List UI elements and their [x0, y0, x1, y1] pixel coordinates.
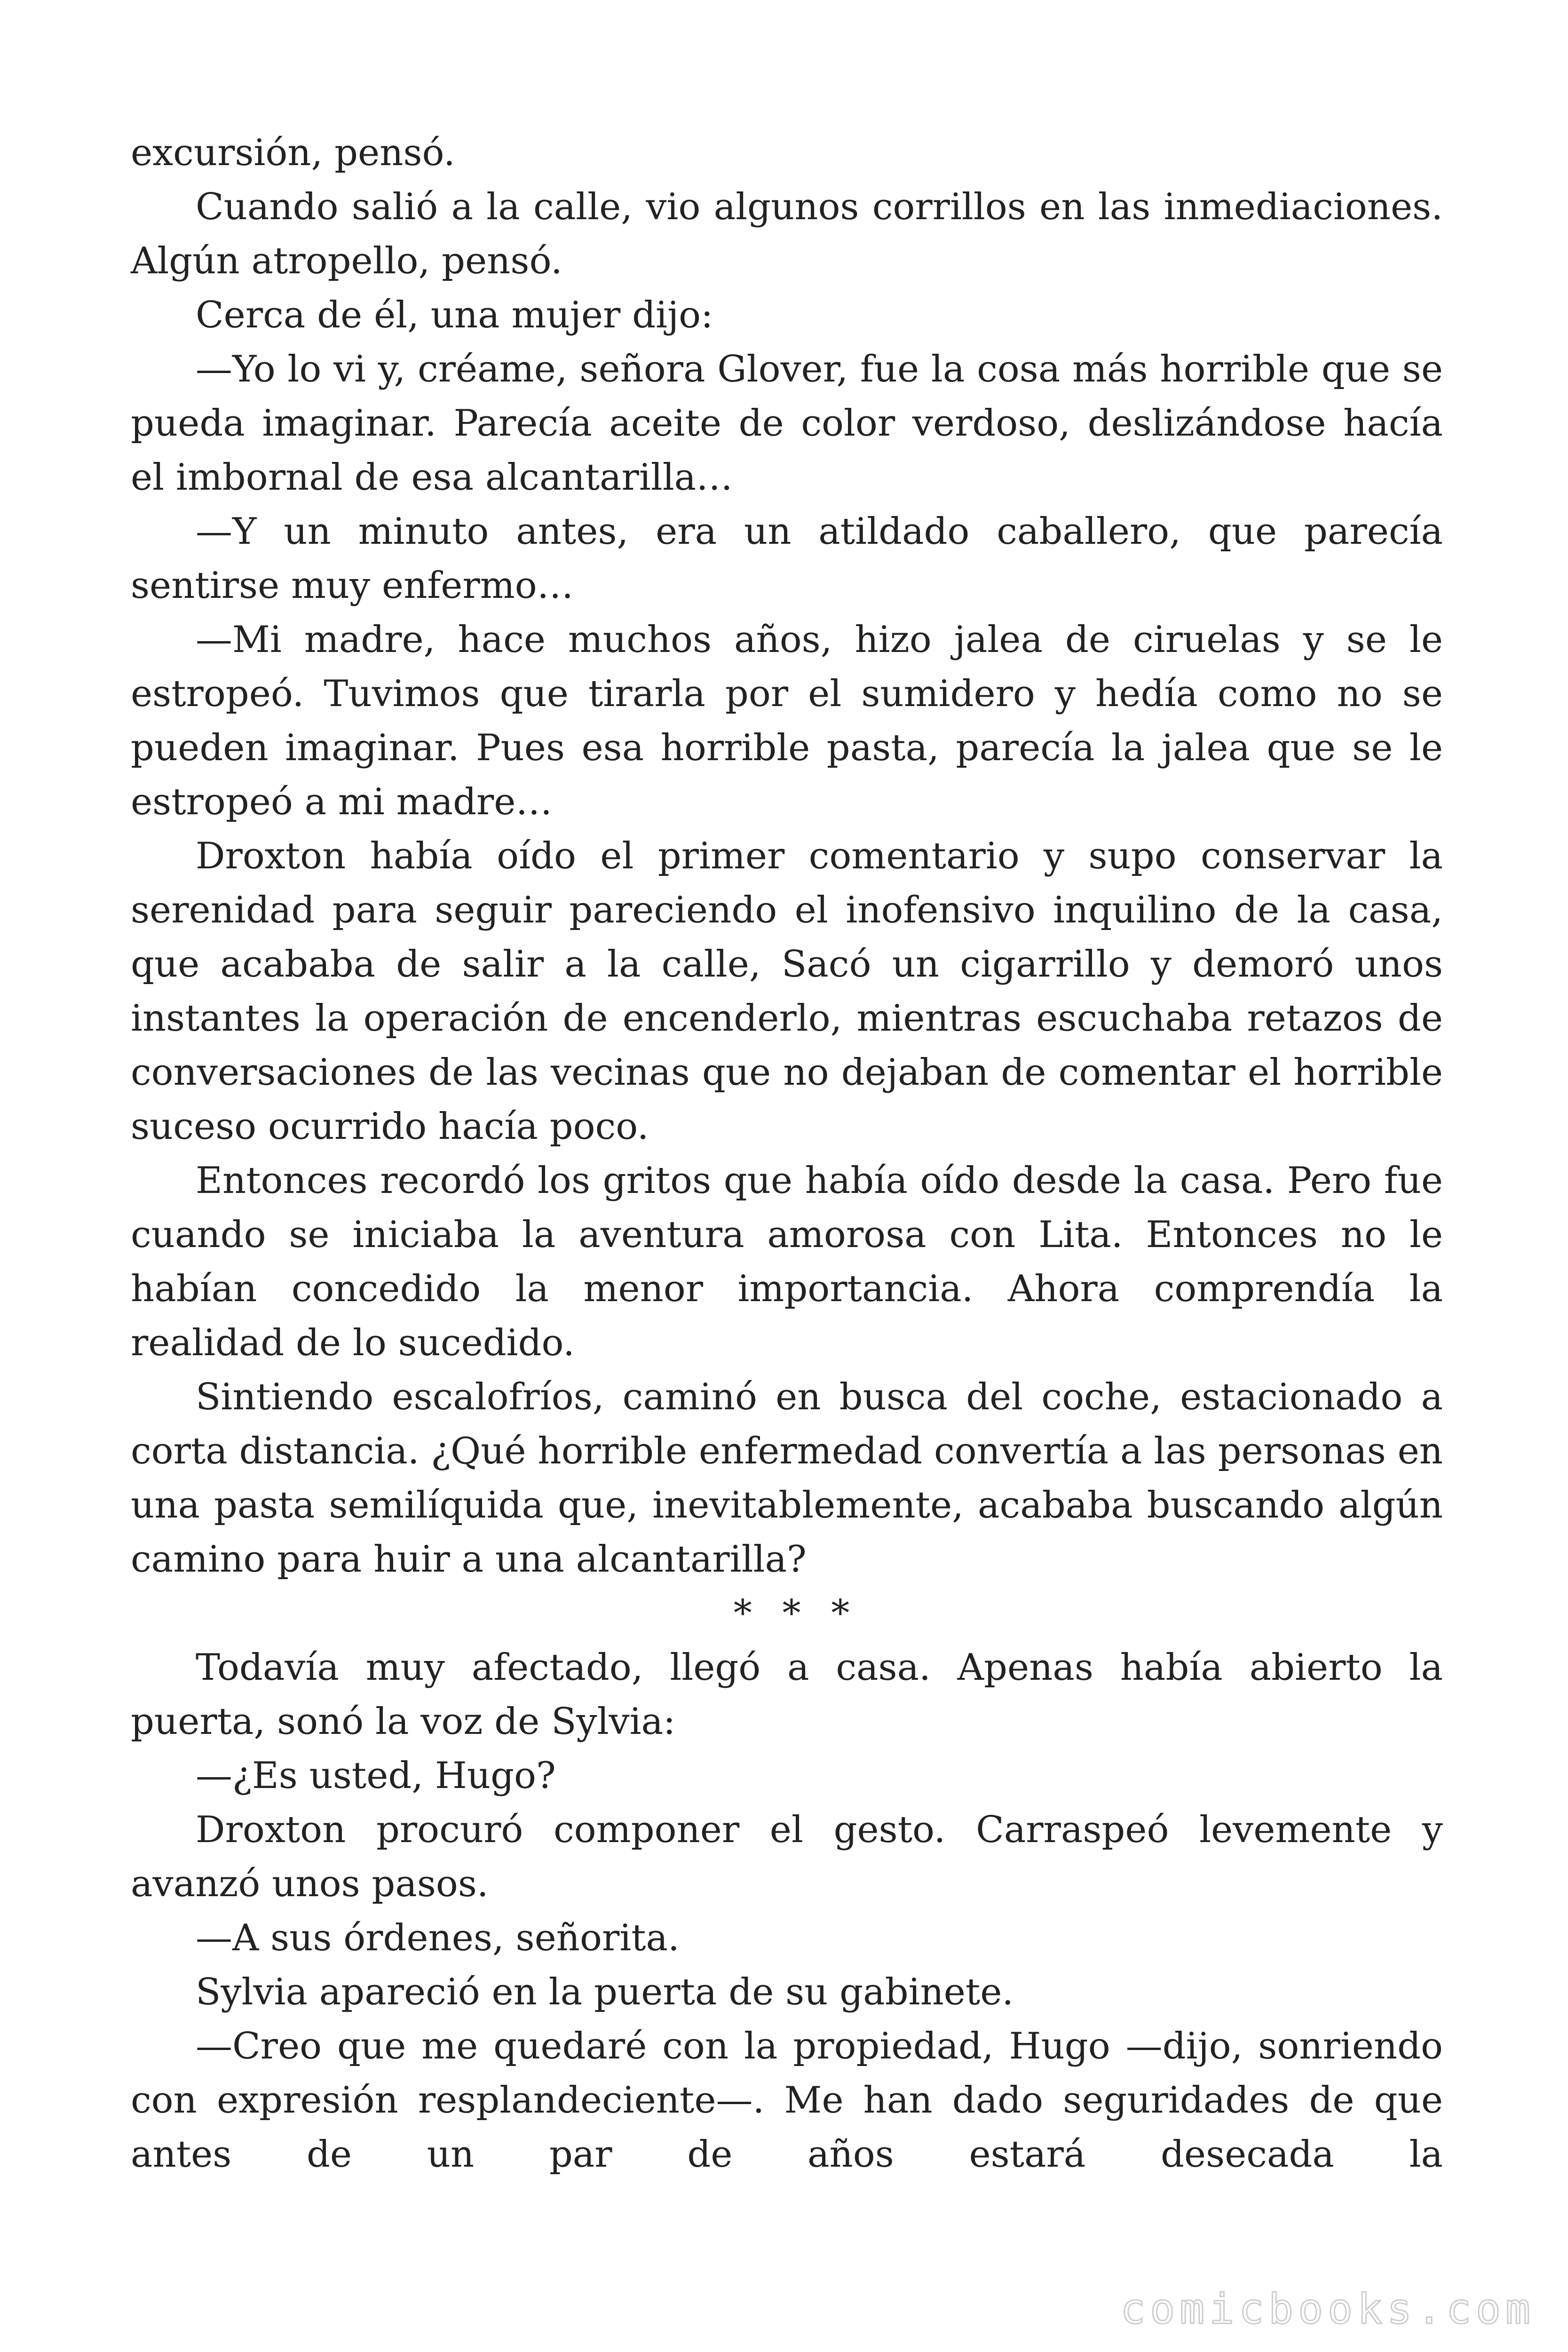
paragraph: Cuando salió a la calle, vio algunos corrillos en las inmediaciones. Algún atropello, pensó.: [131, 186, 1443, 282]
paragraph: —Yo lo vi y, créame, señora Glover, fue la cosa más horrible que se pueda imaginar. Parecía aceite de color verdoso, deslizándose hacía el imbornal de esa alcantarilla…: [131, 348, 1443, 499]
paragraph: Droxton había oído el primer comentario y supo conservar la serenidad para seguir pareciendo el inofensivo inquilino de la casa, que acababa de salir a la calle, Sacó un cigarrillo y demoró unos instantes la operación de encenderlo, mientras escuchaba retazos de conversaciones de las vecinas que no dejaban de comentar el horrible suceso ocurrido hacía poco.: [131, 835, 1443, 1148]
paragraph: Cerca de él, una mujer dijo:: [196, 294, 713, 336]
paragraph: Droxton procuró componer el gesto. Carraspeó levemente y avanzó unos pasos.: [131, 1809, 1443, 1905]
watermark: comicbooks.com: [1120, 2285, 1535, 2333]
page-body: [131, 126, 1443, 2182]
paragraph: Sylvia apareció en la puerta de su gabinete.: [196, 1971, 1014, 2013]
paragraph: —¿Es usted, Hugo?: [196, 1755, 556, 1797]
paragraph: —Y un minuto antes, era un atildado caballero, que parecía sentirse muy enfermo…: [131, 510, 1443, 607]
paragraph: —A sus órdenes, señorita.: [196, 1917, 680, 1959]
paragraph: —Mi madre, hace muchos años, hizo jalea de ciruelas y se le estropeó. Tuvimos que tirarla por el sumidero y hedía como no se pueden imaginar. Pues esa horrible pasta, parecía la jalea que se le estropeó a mi madre…: [131, 619, 1443, 823]
paragraph: Todavía muy afectado, llegó a casa. Apenas había abierto la puerta, sonó la voz de Sylvia:: [131, 1646, 1443, 1743]
paragraph: —Creo que me quedaré con la propiedad, Hugo —dijo, sonriendo con expresión resplandeciente—. Me han dado seguridades de que antes de un par de años estará desecada la: [131, 2025, 1443, 2176]
paragraph: Entonces recordó los gritos que había oído desde la casa. Pero fue cuando se iniciaba la aventura amorosa con Lita. Entonces no le habían concedido la menor importancia. Ahora comprendía la realidad de lo sucedido.: [131, 1160, 1443, 1364]
paragraph: excursión, pensó.: [131, 132, 455, 174]
section-separator: * * *: [733, 1592, 859, 1635]
paragraph: Sintiendo escalofríos, caminó en busca del coche, estacionado a corta distancia. ¿Qué horrible enfermedad convertía a las personas en una pasta semilíquida que, inevitablemente, acababa buscando algún camino para huir a una alcantarilla?: [131, 1376, 1443, 1581]
